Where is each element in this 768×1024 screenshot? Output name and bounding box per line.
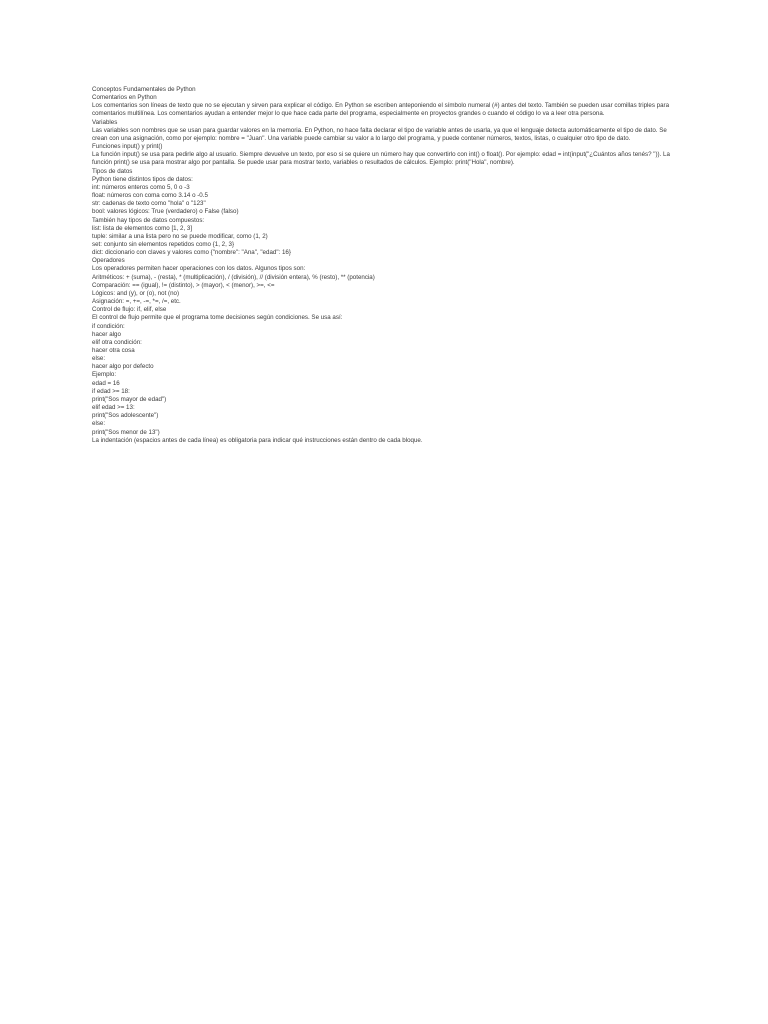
list-item: set: conjunto sin elementos repetidos como {1, 2, 3} (92, 240, 235, 248)
list-item: tuple: similar a una lista pero no se puede modificar, como (1, 2) (92, 232, 268, 240)
code-line: edad = 16 (92, 379, 120, 387)
code-line: hacer otra cosa (92, 347, 135, 354)
paragraph-funciones: La función input() se usa para pedirle algo al usuario. Siempre devuelve un texto, por eso si se quiere un número hay que convertirlo con int() o float(). Por ejemplo: edad = int(input("¿Cuántos años tenés? ")). La función print() se usa para mostrar algo por pantalla. Se puede usar para mostrar texto, variables o resultados de cálculos. Ejemplo: print("Hola", nombre). (92, 151, 670, 167)
section-heading-operadores: Operadores (92, 257, 125, 265)
list-item: str: cadenas de texto como "hola" o "123" (92, 200, 206, 208)
code-line: print("Sos adolescente") (92, 412, 159, 420)
list-item: Asignación: =, +=, -=, *=, /=, etc. (92, 298, 181, 306)
code-line: hacer algo por defecto (92, 363, 154, 371)
text-line: Los operadores permiten hacer operaciones con los datos. Algunos tipos son: (92, 265, 306, 273)
list-item: Aritméticos: + (suma), - (resta), * (multiplicación), / (división), // (división entera), % (resto), ** (potencia) (92, 273, 375, 281)
code-line: else: (92, 420, 106, 428)
code-line: if edad >= 18: (92, 387, 130, 395)
text-line: Python tiene distintos tipos de datos: (92, 175, 193, 183)
paragraph-variables: Las variables son nombres que se usan para guardar valores en la memoria. En Python, no hace falta declarar el tipo de variable antes de usarla, ya que el lenguaje detecta automáticamente el tipo de dato. Se crean con una asignación, como por ejemplo: nombre = "Juan". Una variable puede cambiar su valor a lo largo del programa, y puede contener números, textos, listas, o cualquier otro tipo de dato. (92, 126, 667, 142)
list-item: bool: valores lógicos: True (verdadero) o False (falso) (92, 208, 239, 216)
text-line: El control de flujo permite que el programa tome decisiones según condiciones. Se usa así: (92, 314, 343, 322)
section-heading-tipos: Tipos de datos (92, 167, 133, 175)
list-item: dict: diccionario con claves y valores como {"nombre": "Ana", "edad": 16} (92, 249, 291, 257)
code-line: print("Sos menor de 13") (92, 428, 160, 436)
section-heading-control-flujo: Control de flujo: if, elif, else (92, 306, 167, 314)
text-line: También hay tipos de datos compuestos: (92, 216, 205, 224)
paragraph-indentacion: La indentación (espacios antes de cada línea) es obligatoria para indicar qué instrucciones están dentro de cada bloque. (92, 436, 423, 444)
list-item: Comparación: == (igual), != (distinto), > (mayor), < (menor), >=, <= (92, 281, 275, 289)
code-line: elif edad >= 13: (92, 404, 135, 412)
code-line: hacer algo (92, 330, 121, 338)
section-heading-funciones: Funciones input() y print() (92, 143, 163, 151)
list-item: int: números enteros como 5, 0 o -3 (92, 183, 190, 191)
section-heading-comentarios: Comentarios en Python (92, 94, 157, 102)
code-line: if condición: (92, 322, 125, 330)
document-page (92, 86, 672, 445)
document-title: Conceptos Fundamentales de Python (92, 86, 196, 93)
text-line: Ejemplo: (92, 371, 117, 379)
list-item: Lógicos: and (y), or (o), not (no) (92, 289, 180, 297)
section-heading-variables: Variables (92, 118, 118, 126)
code-line: elif otra condición: (92, 338, 142, 346)
list-item: float: números con coma como 3.14 o -0.5 (92, 192, 208, 200)
paragraph-comentarios: Los comentarios son líneas de texto que no se ejecutan y sirven para explicar el código. En Python se escriben anteponiendo el símbolo numeral (#) antes del texto. También se pueden usar comillas triples para comentarios multilínea. Los comentarios ayudan a entender mejor lo que hace cada parte del programa, especialmente en proyectos grandes o cuando el código lo va a leer otra persona. (92, 102, 670, 118)
list-item: list: lista de elementos como [1, 2, 3] (92, 224, 193, 232)
code-line: print("Sos mayor de edad") (92, 395, 167, 403)
code-line: else: (92, 355, 106, 363)
